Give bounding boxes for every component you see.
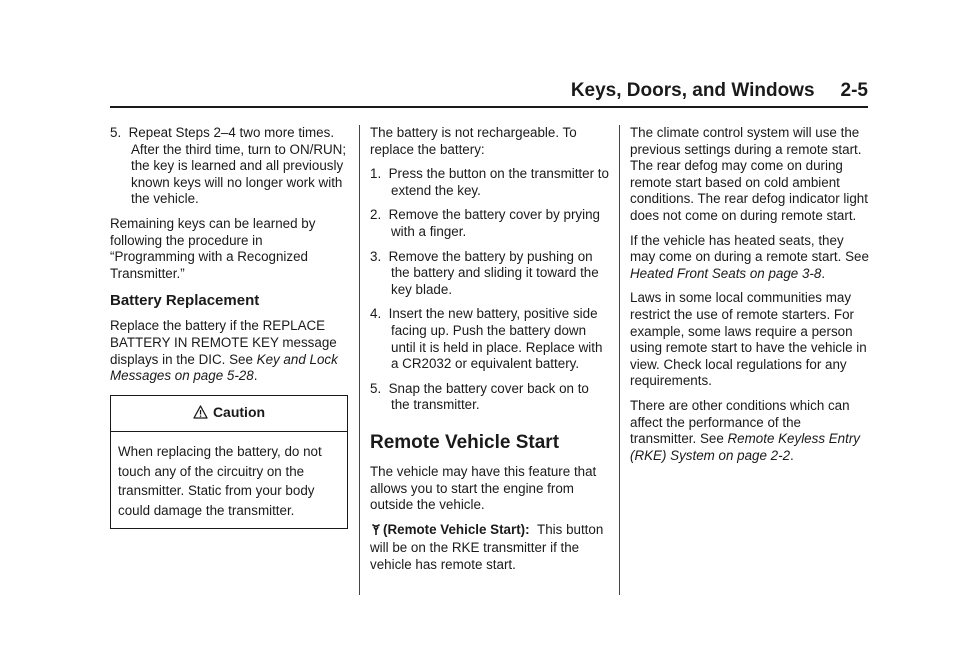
column-divider bbox=[619, 125, 620, 595]
column-2 bbox=[370, 125, 610, 581]
step-item: 2. Remove the battery cover by prying with a finger. bbox=[370, 207, 600, 239]
caution-header: Caution bbox=[111, 396, 347, 433]
paragraph: There are other conditions which can affect the performance of the transmitter. See Remote Keyless Entry (RKE) System on page 2-2. bbox=[630, 397, 860, 463]
remote-start-icon bbox=[370, 522, 382, 541]
button-label: (Remote Vehicle Start): bbox=[383, 521, 530, 537]
step-item: 3. Remove the battery by pushing on the battery and sliding it toward the key blade. bbox=[370, 248, 599, 297]
paragraph: If the vehicle has heated seats, they may come on during a remote start. See Heated Front Seats on page 3-8. bbox=[630, 232, 869, 281]
paragraph: Laws in some local communities may restrict the use of remote starters. For example, some laws require a person using remote start to have the vehicle in view. Check local regulations for any requirements. bbox=[630, 290, 867, 389]
step-item: 5. Snap the battery cover back on to the transmitter. bbox=[370, 380, 589, 413]
section-title: Keys, Doors, and Windows bbox=[570, 80, 815, 101]
column-1 bbox=[110, 125, 350, 529]
paragraph: (Remote Vehicle Start): This button will be on the RKE transmitter if the vehicle has remote start. bbox=[370, 521, 604, 572]
caution-box bbox=[110, 395, 348, 529]
section-heading: Remote Vehicle Start bbox=[370, 431, 560, 453]
step-item: 4. Insert the new battery, positive side facing up. Push the battery down until it is held in place. Replace with a CR2032 or equivalent battery. bbox=[370, 306, 603, 372]
column-divider bbox=[359, 125, 360, 595]
section-heading: Battery Replacement bbox=[110, 292, 260, 310]
paragraph: Replace the battery if the REPLACE BATTERY IN REMOTE KEY message displays in the DIC. See Key and Lock Messages on page 5-28. bbox=[110, 318, 338, 384]
column-3 bbox=[630, 125, 870, 472]
cross-reference-link[interactable]: Heated Front Seats on page 3-8 bbox=[630, 265, 822, 281]
paragraph: Remaining keys can be learned by following the procedure in “Programming with a Recognized Transmitter.” bbox=[110, 215, 316, 281]
step-item: 1. Press the button on the transmitter to extend the key. bbox=[370, 166, 609, 198]
caution-text: When replacing the battery, do not touch any of the circuitry on the transmitter. Static from your body could damage the transmitter. bbox=[118, 444, 322, 518]
paragraph: The climate control system will use the previous settings during a remote start. The rear defog may come on during remote start based on cold ambient conditions. The rear defog indicator light does not come on during remote start. bbox=[630, 125, 868, 223]
warning-icon bbox=[193, 405, 208, 423]
page-header bbox=[110, 80, 868, 108]
cross-reference-link[interactable]: Remote Keyless Entry (RKE) System on page 2-2 bbox=[630, 431, 860, 463]
paragraph: The battery is not rechargeable. To replace the battery: bbox=[370, 125, 577, 157]
cross-reference-link[interactable]: Key and Lock Messages on page 5-28 bbox=[110, 351, 338, 384]
page-number: 2-5 bbox=[840, 80, 868, 101]
paragraph: The vehicle may have this feature that allows you to start the engine from outside the vehicle. bbox=[370, 463, 597, 513]
step-item: 5. Repeat Steps 2–4 two more times. After the third time, turn to ON/RUN; the key is learned and all previously known keys will no longer work with the vehicle. bbox=[110, 125, 347, 207]
